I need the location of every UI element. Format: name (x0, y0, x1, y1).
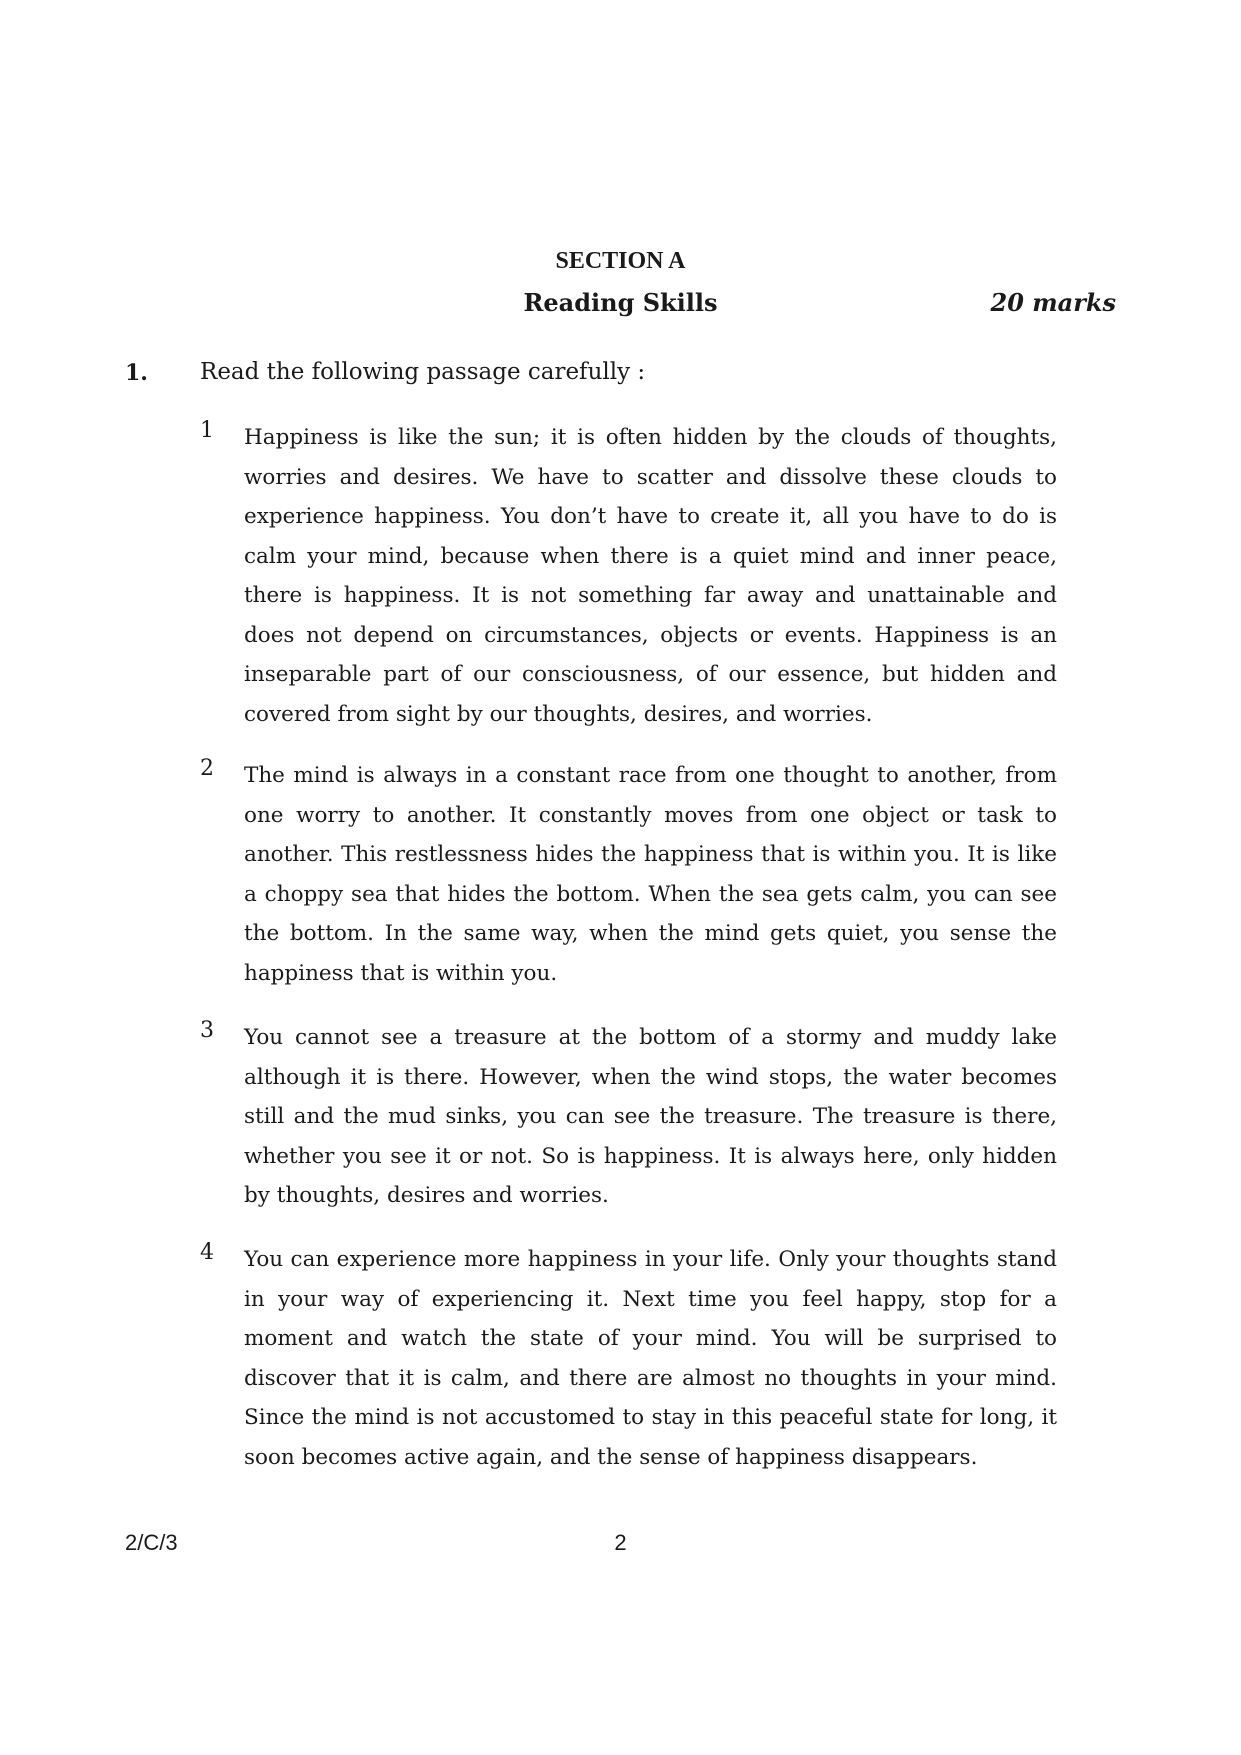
paragraph-text: The mind is always in a constant race from one thought to another, from one worry to another. It constantly moves from one object or task to another. This restlessness hides the happiness that is within you. It is like a choppy sea that hides the bottom. When the sea gets calm, you can see the bottom. In the same way, when the mind gets quiet, you sense the happiness that is within you. (244, 763, 1057, 986)
paragraph-number: 2 (200, 756, 214, 781)
page-number: 2 (614, 1530, 627, 1555)
paragraph-number: 4 (200, 1240, 214, 1265)
question-instruction: Read the following passage carefully : (200, 359, 646, 385)
paragraph-text: Happiness is like the sun; it is often hidden by the clouds of thoughts, worries and desires. We have to scatter and dissolve these clouds to experience happiness. You don’t have to create it, all you have to do is calm your mind, because when there is a quiet mind and inner peace, there is happiness. It is not something far away and unattainable and does not depend on circumstances, objects or events. Happiness is an inseparable part of our consciousness, of our essence, but hidden and covered from sight by our thoughts, desires, and worries. (244, 425, 1057, 727)
paragraph-text: You cannot see a treasure at the bottom of a stormy and muddy lake although it is there. However, when the wind stops, the water becomes still and the mud sinks, you can see the treasure. The treasure is there, whether you see it or not. So is happiness. It is always here, only hidden by thoughts, desires and worries. (244, 1025, 1057, 1208)
paragraph-text: You can experience more happiness in your life. Only your thoughts stand in your way of experiencing it. Next time you feel happy, stop for a moment and watch the state of your mind. You will be surprised to discover that it is calm, and there are almost no thoughts in your mind. Since the mind is not accustomed to stay in this peaceful state for long, it soon becomes active again, and the sense of happiness disappears. (244, 1247, 1057, 1470)
marks-label: 20 marks (990, 288, 1116, 317)
section-title: SECTION A (555, 248, 686, 274)
paragraph-number: 1 (200, 418, 214, 443)
section-subtitle: Reading Skills (523, 288, 718, 317)
paragraph-number: 3 (200, 1018, 214, 1043)
paper-code: 2/C/3 (125, 1530, 178, 1555)
question-number: 1. (125, 360, 148, 386)
